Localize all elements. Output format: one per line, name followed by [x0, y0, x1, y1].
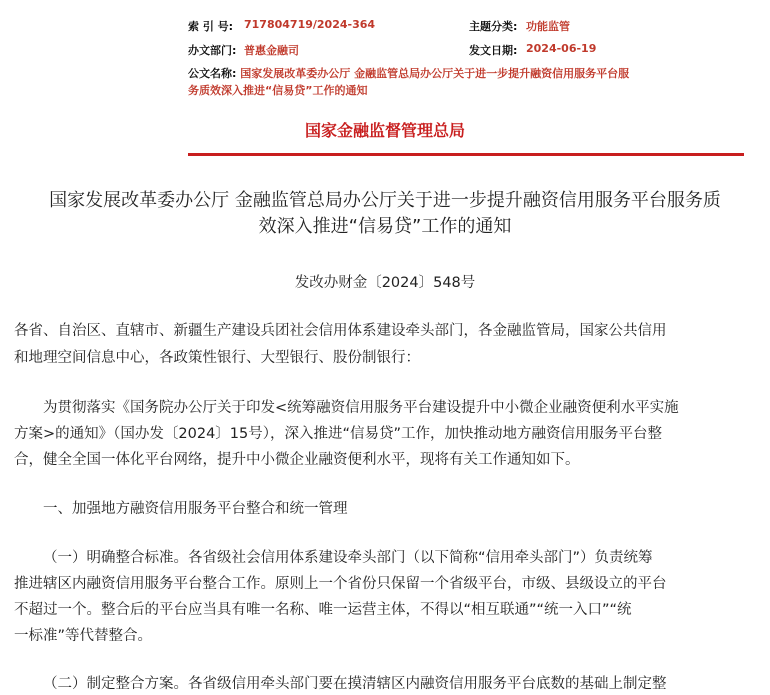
agency-name: 国家金融监督管理总局	[304, 121, 465, 140]
header-divider	[188, 153, 744, 156]
index-number-value: 717804719/2024-364	[244, 18, 376, 31]
document-number: 发改办财金〔2024〕548号	[294, 275, 476, 291]
body-line: 推进辖区内融资信用服务平台整合工作。原则上一个省份只保留一个省级平台，市级、县级设立的平台	[14, 576, 667, 592]
issue-date-label: 发文日期:	[469, 44, 518, 57]
body-line: （一）明确整合标准。各省级社会信用体系建设牵头部门（以下简称“信用牵头部门”）负责统筹	[43, 550, 653, 566]
body-line: 不超过一个。整合后的平台应当具有唯一名称、唯一运营主体，不得以“相互联通”“统一入口”“统	[14, 602, 632, 618]
body-line: （二）制定整合方案。各省级信用牵头部门要在摸清辖区内融资信用服务平台底数的基础上制定整	[43, 676, 667, 692]
document-title-line: 国家发展改革委办公厅 金融监管总局办公厅关于进一步提升融资信用服务平台服务质	[49, 190, 721, 211]
issuing-department-label: 办文部门:	[188, 44, 237, 57]
issue-date-value: 2024-06-19	[526, 42, 597, 55]
body-line: 为贯彻落实《国务院办公厅关于印发<统筹融资信用服务平台建设提升中小微企业融资便利水平实施	[43, 400, 679, 416]
body-line: 和地理空间信息中心，各政策性银行、大型银行、股份制银行：	[14, 350, 420, 366]
document-subject-line: 国家发展改革委办公厅 金融监管总局办公厅关于进一步提升融资信用服务平台服	[240, 67, 630, 80]
document-metadata	[0, 0, 770, 115]
body-line: 一标准”等代替整合。	[14, 628, 153, 644]
document-title	[0, 188, 770, 240]
document-title-line: 效深入推进“信易贷”工作的通知	[258, 216, 512, 237]
issuing-department-value: 普惠金融司	[244, 44, 299, 57]
section-heading: 一、加强地方融资信用服务平台整合和统一管理	[43, 501, 348, 517]
document-subject-line: 务质效深入推进“信易贷”工作的通知	[188, 84, 368, 97]
document-subject-label: 公文名称:	[188, 67, 237, 80]
body-line: 方案>的通知》（国办发〔2024〕15号），深入推进“信易贷”工作，加快推动地方融资信用服务平台整	[14, 426, 663, 442]
body-line: 各省、自治区、直辖市、新疆生产建设兵团社会信用体系建设牵头部门，各金融监管局，国家公共信用	[14, 323, 667, 339]
body-line: 合，健全全国一体化平台网络，提升中小微企业融资便利水平，现将有关工作通知如下。	[14, 452, 580, 468]
document-subject	[188, 65, 629, 99]
index-number-label: 索 引 号:	[188, 20, 234, 33]
category-label: 主题分类:	[469, 20, 518, 33]
category-value: 功能监管	[526, 20, 570, 33]
